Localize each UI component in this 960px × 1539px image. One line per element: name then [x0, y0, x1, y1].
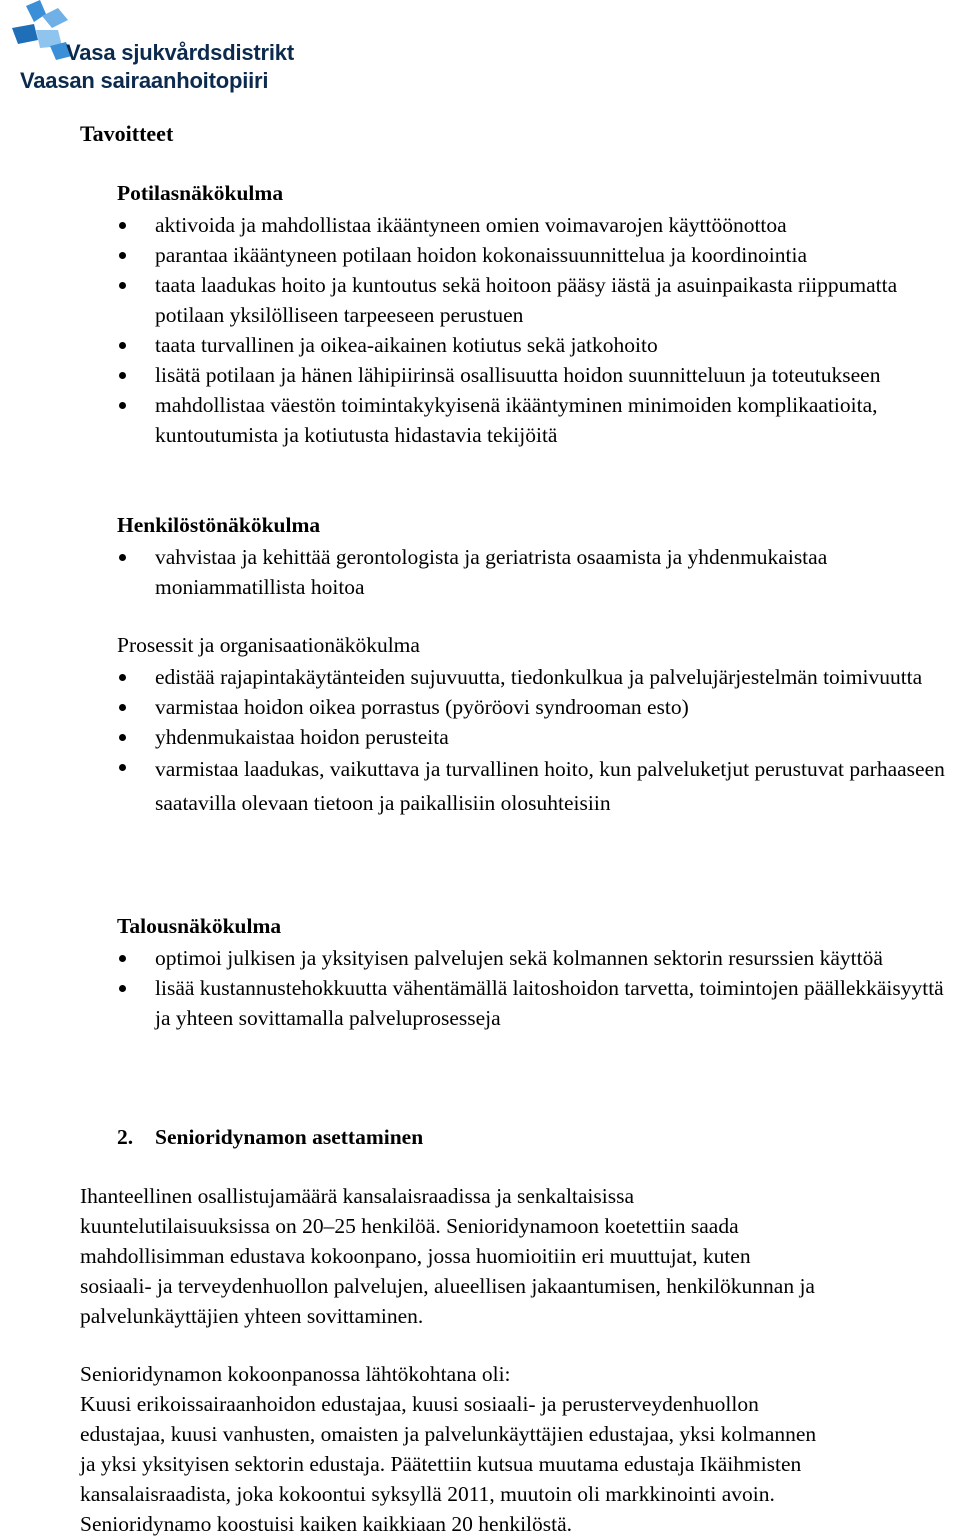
paragraph-line: sosiaali- ja terveydenhuollon palvelujen, alueellisen jakaantumisen, henkilökunnan ja: [80, 1274, 815, 1298]
list-item: mahdollistaa väestön toimintakykyisenä ikääntyminen minimoiden komplikaatioita, kuntoutumista ja kotiutusta hidastavia tekijöitä: [117, 390, 915, 450]
list-item: lisää kustannustehokkuutta vähentämällä laitoshoidon tarvetta, toimintojen päällekkäisyyttä ja yhteen sovittamalla palveluprosesseja: [117, 973, 945, 1033]
list-item: taata turvallinen ja oikea-aikainen kotiutus sekä jatkohoito: [117, 330, 960, 360]
process-goals-list: [117, 662, 960, 820]
paragraph-line: Kuusi erikoissairaanhoidon edustajaa, kuusi sosiaali- ja perusterveydenhuollon: [80, 1392, 759, 1416]
section-2-number: 2.: [117, 1125, 134, 1149]
section-heading-staff: Henkilöstönäkökulma: [117, 513, 321, 537]
economy-goals-list: [117, 943, 955, 1033]
list-item: varmistaa laadukas, vaikuttava ja turvallinen hoito, kun palveluketjut perustuvat parhaaseen saatavilla olevaan tietoon ja paikallisiin olosuhteisiin: [117, 752, 955, 820]
section-heading-economy: Talousnäkökulma: [117, 914, 282, 938]
logo-text-finnish: Vaasan sairaanhoitopiiri: [20, 68, 269, 93]
paragraph-line: palvelunkäyttäjien yhteen sovittaminen.: [80, 1304, 424, 1328]
paragraph-line: ja yksi yksityisen sektorin edustaja. Päätettiin kutsua muutama edustaja Ikäihmisten: [80, 1452, 802, 1476]
organization-logo: [6, 0, 326, 100]
list-item: optimoi julkisen ja yksityisen palvelujen sekä kolmannen sektorin resurssien käyttöä: [117, 943, 955, 973]
list-item: varmistaa hoidon oikea porrastus (pyöröovi syndrooman esto): [117, 692, 960, 722]
section-2-heading: Senioridynamon asettaminen: [155, 1125, 424, 1149]
list-item: lisätä potilaan ja hänen lähipiirinsä osallisuutta hoidon suunnitteluun ja toteutukseen: [117, 360, 915, 390]
list-item: yhdenmukaistaa hoidon perusteita: [117, 722, 960, 752]
paragraph-line: Senioridynamo koostuisi kaiken kaikkiaan 20 henkilöstä.: [80, 1512, 573, 1536]
paragraph-line: kansalaisraadista, joka kokoontui syksyllä 2011, muutoin oli markkinointi avoin.: [80, 1482, 775, 1506]
list-item: vahvistaa ja kehittää gerontologista ja geriatrista osaamista ja yhdenmukaistaa moniammatillista hoitoa: [117, 542, 960, 602]
paragraph-line: mahdollisimman edustava kokoonpano, jossa huomioitiin eri muuttujat, kuten: [80, 1244, 751, 1268]
paragraph-composition: [80, 1359, 960, 1539]
list-item: parantaa ikääntyneen potilaan hoidon kokonaissuunnittelua ja koordinointia: [117, 240, 960, 270]
list-item: taata laadukas hoito ja kuntoutus sekä hoitoon pääsy iästä ja asuinpaikasta riippumatta potilaan yksilölliseen tarpeeseen perustuen: [117, 270, 935, 330]
logo-text-swedish: Vasa sjukvårdsdistrikt: [66, 40, 294, 65]
section-heading-process: Prosessit ja organisaationäkökulma: [117, 633, 420, 657]
paragraph-line: kuuntelutilaisuuksissa on 20–25 henkilöä. Senioridynamoon koetettiin saada: [80, 1214, 739, 1238]
list-item: aktivoida ja mahdollistaa ikääntyneen omien voimavarojen käyttöönottoa: [117, 210, 960, 240]
page-title: Tavoitteet: [80, 121, 174, 146]
paragraph-participants: [80, 1181, 960, 1331]
paragraph-line: Senioridynamon kokoonpanossa lähtökohtana oli:: [80, 1362, 511, 1386]
list-item: edistää rajapintakäytänteiden sujuvuutta, tiedonkulkua ja palvelujärjestelmän toimivuutta: [117, 662, 955, 692]
paragraph-line: Ihanteellinen osallistujamäärä kansalaisraadissa ja senkaltaisissa: [80, 1184, 635, 1208]
patient-goals-list: [117, 210, 960, 450]
paragraph-line: edustajaa, kuusi vanhusten, omaisten ja palvelunkäyttäjien edustajaa, yksi kolmannen: [80, 1422, 817, 1446]
section-heading-patient: Potilasnäkökulma: [117, 181, 284, 205]
staff-goals-list: [117, 542, 960, 602]
